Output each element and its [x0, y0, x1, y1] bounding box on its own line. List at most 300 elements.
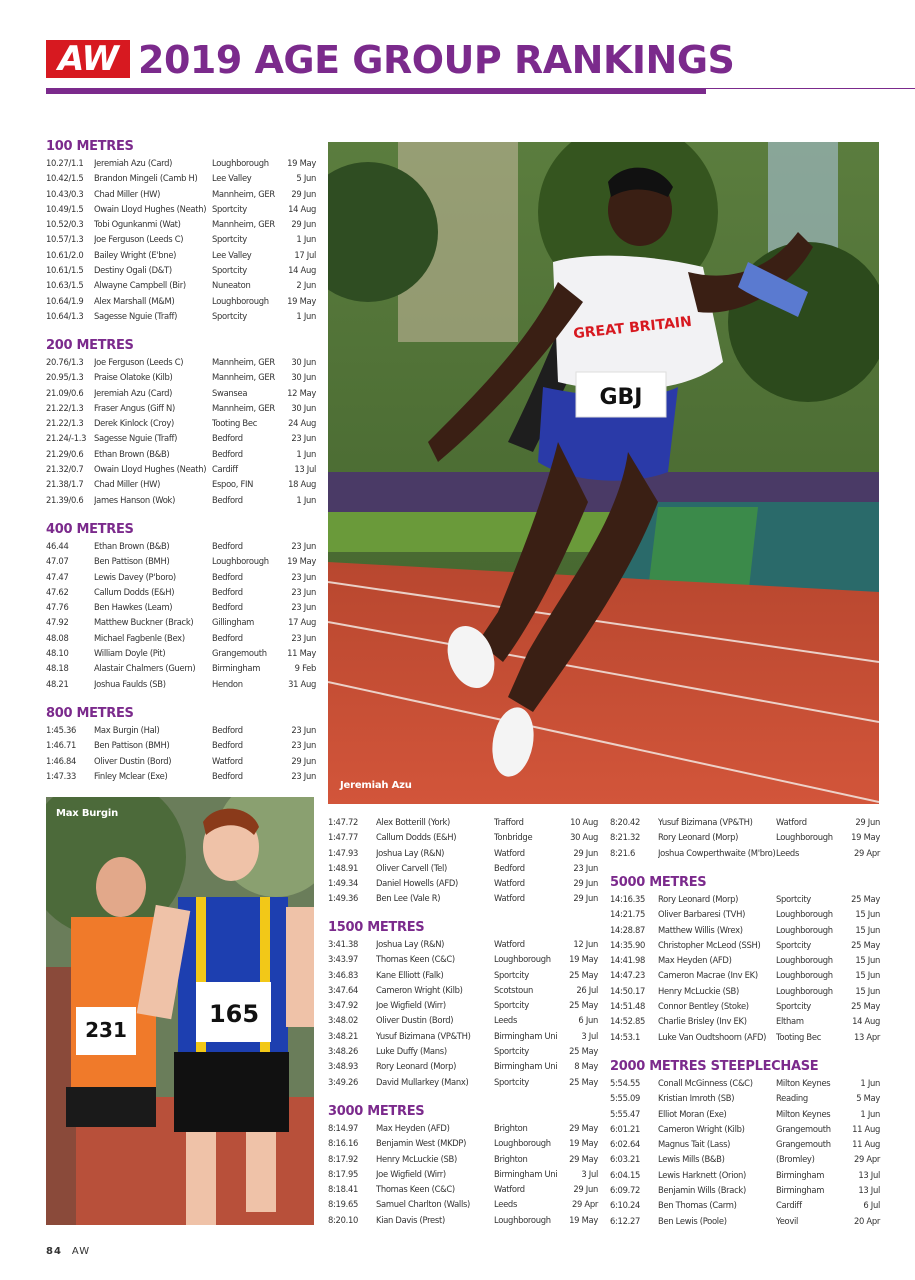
venue: Mannheim, GER	[212, 372, 275, 383]
date: 29 Jun	[291, 219, 316, 230]
athlete-name: Jeremiah Azu (Card)	[94, 158, 173, 168]
left-photo-caption: Max Burgin	[56, 808, 119, 819]
page-footer	[46, 1246, 90, 1257]
venue: Bedford	[212, 448, 243, 459]
venue: Bedford	[212, 602, 243, 613]
athlete-name: Yusuf Bizimana (VP&TH)	[376, 1030, 471, 1041]
result-time: 14:50.17	[610, 985, 646, 996]
athlete-name: Yusuf Bizimana (VP&TH)	[658, 817, 753, 827]
athlete-name: Henry McLuckie (SB)	[658, 985, 739, 996]
date: 9 Feb	[294, 663, 316, 674]
svg-text:231: 231	[85, 1018, 127, 1042]
table-row	[46, 631, 316, 646]
athlete-name: Thomas Keen (C&C)	[376, 954, 455, 965]
athlete-name: Luke Van Oudtshoorn (AFD)	[658, 1031, 767, 1042]
table-row	[46, 171, 316, 186]
table-row	[610, 892, 880, 907]
result-time: 10.42/1.5	[46, 173, 84, 184]
table-row	[610, 1107, 880, 1122]
table-row	[610, 968, 880, 983]
venue: Mannheim, GER	[212, 357, 275, 367]
result-time: 14:53.1	[610, 1031, 641, 1042]
venue: Birmingham Uni	[494, 1168, 558, 1179]
date: 15 Jun	[855, 955, 880, 966]
venue: Loughborough	[776, 970, 833, 981]
footer-magazine: AW	[71, 1246, 91, 1257]
table-row	[328, 1167, 598, 1182]
main-photo-caption: Jeremiah Azu	[340, 780, 412, 791]
venue: Tooting Bec	[212, 418, 258, 429]
result-time: 6:04.15	[610, 1169, 641, 1180]
date: 23 Jun	[291, 725, 316, 735]
table-row	[328, 1152, 598, 1167]
sprinter-illustration	[328, 142, 879, 804]
date: 29 May	[569, 1153, 598, 1164]
table-row	[610, 1168, 880, 1183]
section-steeplechase	[610, 1059, 880, 1229]
venue: Sportcity	[212, 203, 247, 214]
date: 8 May	[574, 1061, 598, 1072]
venue: Watford	[212, 755, 243, 766]
result-time: 10.49/1.5	[46, 203, 84, 214]
date: 5 May	[856, 1093, 880, 1104]
table-row	[46, 646, 316, 661]
aw-logo: AW	[46, 40, 130, 78]
athlete-name: Michael Fagbenle (Bex)	[94, 632, 185, 643]
athlete-name: Derek Kinlock (Croy)	[94, 418, 174, 429]
venue: Gillingham	[212, 617, 255, 628]
table-row	[610, 984, 880, 999]
result-time: 6:03.21	[610, 1154, 641, 1165]
result-time: 47.76	[46, 602, 69, 613]
date: 25 May	[851, 1001, 880, 1012]
athlete-name: Tobi Ogunkanmi (Wat)	[94, 219, 181, 230]
result-time: 21.24/-1.3	[46, 433, 87, 444]
date: 19 May	[569, 1214, 598, 1225]
venue: Cardiff	[212, 464, 238, 475]
date: 30 Jun	[291, 402, 316, 413]
date: 26 Jul	[576, 984, 598, 995]
athlete-name: Christopher McLeod (SSH)	[658, 939, 761, 950]
athlete-name: Praise Olatoke (Kilb)	[94, 372, 173, 383]
athlete-name: Jeremiah Azu (Card)	[94, 387, 173, 398]
athlete-name: Joe Ferguson (Leeds C)	[94, 357, 184, 367]
venue: Leeds	[776, 847, 800, 858]
venue: Watford	[494, 847, 525, 858]
result-time: 47.92	[46, 617, 69, 628]
table-row	[610, 815, 880, 830]
date: 29 Jun	[573, 847, 598, 858]
date: 23 Jun	[291, 586, 316, 597]
venue: Bedford	[212, 586, 243, 597]
venue: Birmingham Uni	[494, 1061, 558, 1072]
date: 31 Aug	[288, 678, 316, 689]
result-time: 47.07	[46, 556, 69, 567]
table-row	[328, 861, 598, 876]
date: 25 May	[569, 969, 598, 980]
date: 29 Apr	[571, 1199, 598, 1210]
date: 13 Jul	[858, 1185, 880, 1196]
svg-text:GREAT BRITAIN: GREAT BRITAIN	[572, 313, 693, 343]
table-row	[610, 1014, 880, 1029]
table-row	[46, 677, 316, 692]
athlete-name: Samuel Charlton (Walls)	[376, 1199, 471, 1210]
result-time: 3:46.83	[328, 969, 359, 980]
date: 1 Jun	[296, 494, 316, 505]
venue: Loughborough	[776, 924, 833, 935]
result-time: 21.38/1.7	[46, 479, 84, 490]
section-title: 800 METRES	[46, 706, 134, 721]
date: 2 Jun	[296, 280, 316, 291]
venue: Watford	[494, 878, 525, 889]
result-time: 10.63/1.5	[46, 280, 84, 291]
result-time: 14:51.48	[610, 1001, 646, 1012]
table-row	[46, 431, 316, 446]
athlete-name: Cameron Wright (Kilb)	[376, 984, 463, 995]
athlete-name: Elliot Moran (Exe)	[658, 1108, 727, 1119]
date: 23 Jun	[291, 770, 316, 781]
result-time: 14:28.87	[610, 924, 646, 935]
venue: Grangemouth	[212, 648, 267, 659]
venue: Milton Keynes	[776, 1078, 831, 1088]
table-row	[610, 1137, 880, 1152]
venue: Bedford	[212, 433, 243, 444]
athlete-name: Cameron Wright (Kilb)	[658, 1123, 745, 1134]
table-row	[610, 1198, 880, 1213]
athlete-name: Max Heyden (AFD)	[376, 1123, 450, 1133]
date: 25 May	[569, 1076, 598, 1087]
table-row	[46, 723, 316, 738]
venue: Bedford	[212, 632, 243, 643]
athlete-name: Ben Pattison (BMH)	[94, 556, 170, 567]
svg-text:GBJ: GBJ	[599, 385, 643, 410]
table-row	[328, 998, 598, 1013]
page-title: 2019 AGE GROUP RANKINGS	[138, 38, 735, 82]
table-row	[328, 983, 598, 998]
date: 1 Jun	[296, 310, 316, 321]
athlete-name: Matthew Willis (Wrex)	[658, 924, 743, 935]
athlete-name: Alex Botterill (York)	[376, 817, 451, 827]
result-time: 48.18	[46, 663, 69, 674]
venue: Swansea	[212, 387, 248, 398]
table-row	[46, 493, 316, 508]
result-time: 21.39/0.6	[46, 494, 84, 505]
venue: Tonbridge	[494, 832, 533, 843]
date: 13 Jul	[294, 464, 316, 475]
venue: Loughborough	[776, 985, 833, 996]
venue: Watford	[776, 817, 807, 827]
date: 29 Apr	[853, 1154, 880, 1165]
table-row	[46, 232, 316, 247]
result-time: 14:41.98	[610, 955, 646, 966]
athlete-name: Kane Elliott (Falk)	[376, 969, 444, 980]
section-title: 400 METRES	[46, 522, 134, 537]
date: 12 May	[287, 387, 316, 398]
date: 6 Jun	[578, 1015, 598, 1026]
table-row	[46, 754, 316, 769]
table-row	[46, 738, 316, 753]
table-row	[328, 846, 598, 861]
date: 29 Jun	[855, 817, 880, 827]
venue: Loughborough	[494, 1214, 551, 1225]
result-time: 5:54.55	[610, 1078, 641, 1088]
date: 23 Jun	[291, 740, 316, 751]
result-time: 47.62	[46, 586, 69, 597]
date: 13 Apr	[853, 1031, 880, 1042]
result-time: 1:49.34	[328, 878, 359, 889]
table-row	[610, 907, 880, 922]
athlete-name: Connor Bentley (Stoke)	[658, 1001, 749, 1012]
athlete-name: Ben Pattison (BMH)	[94, 740, 170, 751]
athlete-name: Ben Lee (Vale R)	[376, 893, 441, 904]
result-time: 6:09.72	[610, 1185, 641, 1196]
athlete-name: Alwayne Campbell (Bir)	[94, 280, 186, 291]
venue: Scotstoun	[494, 984, 534, 995]
date: 14 Aug	[852, 1016, 880, 1027]
date: 19 May	[569, 954, 598, 965]
venue: Espoo, FIN	[212, 479, 254, 490]
result-time: 20.76/1.3	[46, 357, 84, 367]
athlete-name: Joe Wigfield (Wirr)	[376, 1000, 446, 1011]
result-time: 1:47.77	[328, 832, 359, 843]
date: 18 Aug	[288, 479, 316, 490]
table-row	[46, 248, 316, 263]
result-time: 3:47.64	[328, 984, 359, 995]
date: 14 Aug	[288, 203, 316, 214]
result-time: 48.10	[46, 648, 69, 659]
table-row	[328, 891, 598, 906]
venue: Grangemouth	[776, 1139, 831, 1150]
section-title: 200 METRES	[46, 338, 134, 353]
athlete-name: Lewis Mills (B&B)	[658, 1154, 725, 1165]
table-row	[46, 462, 316, 477]
result-time: 10.61/1.5	[46, 265, 84, 276]
result-time: 48.08	[46, 632, 69, 643]
venue: Grangemouth	[776, 1123, 831, 1134]
date: 23 Jun	[291, 632, 316, 643]
table-row	[610, 1091, 880, 1106]
athlete-name: Joe Ferguson (Leeds C)	[94, 234, 184, 245]
date: 6 Jul	[863, 1200, 880, 1211]
table-row	[328, 815, 598, 830]
result-time: 8:19.65	[328, 1199, 359, 1210]
athlete-name: Lewis Davey (P'boro)	[94, 571, 176, 582]
result-time: 47.47	[46, 571, 69, 582]
athlete-name: Finley Mclear (Exe)	[94, 770, 168, 781]
athlete-name: Joshua Cowperthwaite (M'bro)	[658, 847, 776, 858]
result-time: 1:46.84	[46, 755, 77, 766]
venue: Sportcity	[776, 1001, 811, 1012]
athlete-name: Ben Thomas (Carm)	[658, 1200, 737, 1211]
date: 19 May	[569, 1138, 598, 1149]
date: 23 Jun	[291, 602, 316, 613]
date: 13 Jul	[858, 1169, 880, 1180]
table-row	[328, 1044, 598, 1059]
athlete-name: Benjamin Wills (Brack)	[658, 1185, 746, 1196]
athlete-name: Oliver Carvell (Tel)	[376, 862, 448, 873]
venue: Eltham	[776, 1016, 804, 1027]
date: 25 May	[569, 1046, 598, 1057]
table-row	[328, 1075, 598, 1090]
svg-text:165: 165	[208, 1000, 260, 1028]
section-title: 1500 METRES	[328, 920, 425, 935]
athlete-name: Daniel Howells (AFD)	[376, 878, 458, 889]
result-time: 1:49.36	[328, 893, 359, 904]
table-row	[46, 661, 316, 676]
date: 23 Jun	[573, 862, 598, 873]
section-800m	[46, 706, 316, 784]
athlete-name: Lewis Harknett (Orion)	[658, 1169, 747, 1180]
table-row	[46, 447, 316, 462]
result-time: 21.22/1.3	[46, 402, 84, 413]
result-time: 8:20.42	[610, 817, 641, 827]
result-time: 3:47.92	[328, 1000, 359, 1011]
result-time: 10.43/0.3	[46, 188, 84, 199]
result-time: 10.64/1.9	[46, 295, 84, 306]
athlete-name: Brandon Mingeli (Camb H)	[94, 173, 198, 184]
section-title: 3000 METRES	[328, 1104, 425, 1119]
table-row	[46, 278, 316, 293]
venue: Sportcity	[212, 310, 247, 321]
date: 19 May	[287, 295, 316, 306]
athlete-name: Conall McGinness (C&C)	[658, 1078, 753, 1088]
table-row	[46, 370, 316, 385]
date: 30 Aug	[570, 832, 598, 843]
table-row	[328, 1182, 598, 1197]
venue: Bedford	[212, 494, 243, 505]
table-row	[46, 263, 316, 278]
result-time: 21.29/0.6	[46, 448, 84, 459]
table-row	[328, 1213, 598, 1228]
table-row	[610, 1183, 880, 1198]
table-row	[46, 386, 316, 401]
venue: Birmingham	[212, 663, 261, 674]
section-title: 100 METRES	[46, 139, 134, 154]
venue: Loughborough	[212, 556, 269, 567]
venue: Reading	[776, 1093, 808, 1104]
section-title: 5000 METRES	[610, 875, 707, 890]
date: 14 Aug	[288, 265, 316, 276]
athlete-name: Henry McLuckie (SB)	[376, 1153, 457, 1164]
athlete-name: Callum Dodds (E&H)	[376, 832, 457, 843]
result-time: 10.52/0.3	[46, 219, 84, 230]
athlete-name: William Doyle (Pit)	[94, 648, 166, 659]
athlete-name: Luke Duffy (Mans)	[376, 1046, 447, 1057]
venue: (Bromley)	[776, 1154, 815, 1165]
result-time: 8:18.41	[328, 1184, 359, 1195]
venue: Watford	[494, 939, 525, 949]
result-time: 1:47.72	[328, 817, 359, 827]
result-time: 14:21.75	[610, 909, 646, 920]
venue: Loughborough	[494, 954, 551, 965]
result-time: 3:48.93	[328, 1061, 359, 1072]
athlete-name: Chad Miller (HW)	[94, 188, 161, 199]
header-rule	[46, 88, 706, 94]
result-time: 3:48.21	[328, 1030, 359, 1041]
table-row	[46, 570, 316, 585]
result-time: 8:20.10	[328, 1214, 359, 1225]
page-number: 84	[46, 1246, 62, 1257]
table-row	[46, 187, 316, 202]
table-row	[46, 615, 316, 630]
athlete-name: Joshua Lay (R&N)	[376, 939, 445, 949]
table-row	[46, 554, 316, 569]
venue: Loughborough	[776, 832, 833, 843]
section-100m	[46, 139, 316, 324]
date: 19 May	[287, 158, 316, 168]
athlete-name: David Mullarkey (Manx)	[376, 1076, 469, 1087]
athlete-name: Matthew Buckner (Brack)	[94, 617, 194, 628]
venue: Loughborough	[212, 158, 269, 168]
date: 11 May	[287, 648, 316, 659]
date: 20 Apr	[853, 1215, 880, 1226]
result-time: 5:55.09	[610, 1093, 641, 1104]
section-title: 2000 METRES STEEPLECHASE	[610, 1059, 819, 1074]
venue: Hendon	[212, 678, 243, 689]
venue: Mannheim, GER	[212, 402, 275, 413]
section-3000m-continued	[610, 815, 880, 861]
table-row	[328, 937, 598, 952]
athlete-name: Joshua Faulds (SB)	[94, 678, 166, 689]
table-row	[46, 600, 316, 615]
date: 23 Jun	[291, 433, 316, 444]
table-row	[610, 1030, 880, 1045]
table-row	[328, 1029, 598, 1044]
athlete-name: Rory Leonard (Morp)	[658, 894, 739, 904]
athlete-name: Fraser Angus (Giff N)	[94, 402, 175, 413]
result-time: 3:41.38	[328, 939, 359, 949]
venue: Lee Valley	[212, 173, 252, 184]
venue: Birmingham	[776, 1169, 825, 1180]
result-time: 8:14.97	[328, 1123, 359, 1133]
result-time: 8:21.6	[610, 847, 635, 858]
result-time: 10.57/1.3	[46, 234, 84, 245]
athlete-name: Kristian Imroth (SB)	[658, 1093, 735, 1104]
table-row	[46, 294, 316, 309]
athlete-name: Oliver Barbaresi (TVH)	[658, 909, 746, 920]
runner-illustration	[46, 797, 314, 1225]
table-row	[328, 830, 598, 845]
table-row	[328, 1197, 598, 1212]
venue: Loughborough	[494, 1138, 551, 1149]
table-row	[46, 416, 316, 431]
date: 1 Jun	[296, 234, 316, 245]
athlete-name: Thomas Keen (C&C)	[376, 1184, 455, 1195]
venue: Sportcity	[494, 969, 529, 980]
venue: Loughborough	[212, 295, 269, 306]
athlete-name: Benjamin West (MKDP)	[376, 1138, 467, 1149]
venue: Brighton	[494, 1153, 528, 1164]
result-time: 8:16.16	[328, 1138, 359, 1149]
venue: Sportcity	[776, 894, 811, 904]
table-row	[46, 202, 316, 217]
date: 19 May	[287, 556, 316, 567]
result-time: 6:01.21	[610, 1123, 641, 1134]
result-time: 48.21	[46, 678, 69, 689]
venue: Bedford	[212, 770, 243, 781]
athlete-name: Magnus Tait (Lass)	[658, 1139, 731, 1150]
venue: Sportcity	[494, 1000, 529, 1011]
venue: Leeds	[494, 1015, 518, 1026]
result-time: 6:10.24	[610, 1200, 641, 1211]
athlete-name: Ethan Brown (B&B)	[94, 541, 170, 551]
venue: Watford	[494, 1184, 525, 1195]
venue: Watford	[494, 893, 525, 904]
table-row	[610, 1122, 880, 1137]
result-time: 8:17.95	[328, 1168, 359, 1179]
athlete-name: Max Burgin (Hal)	[94, 725, 160, 735]
venue: Sportcity	[494, 1076, 529, 1087]
